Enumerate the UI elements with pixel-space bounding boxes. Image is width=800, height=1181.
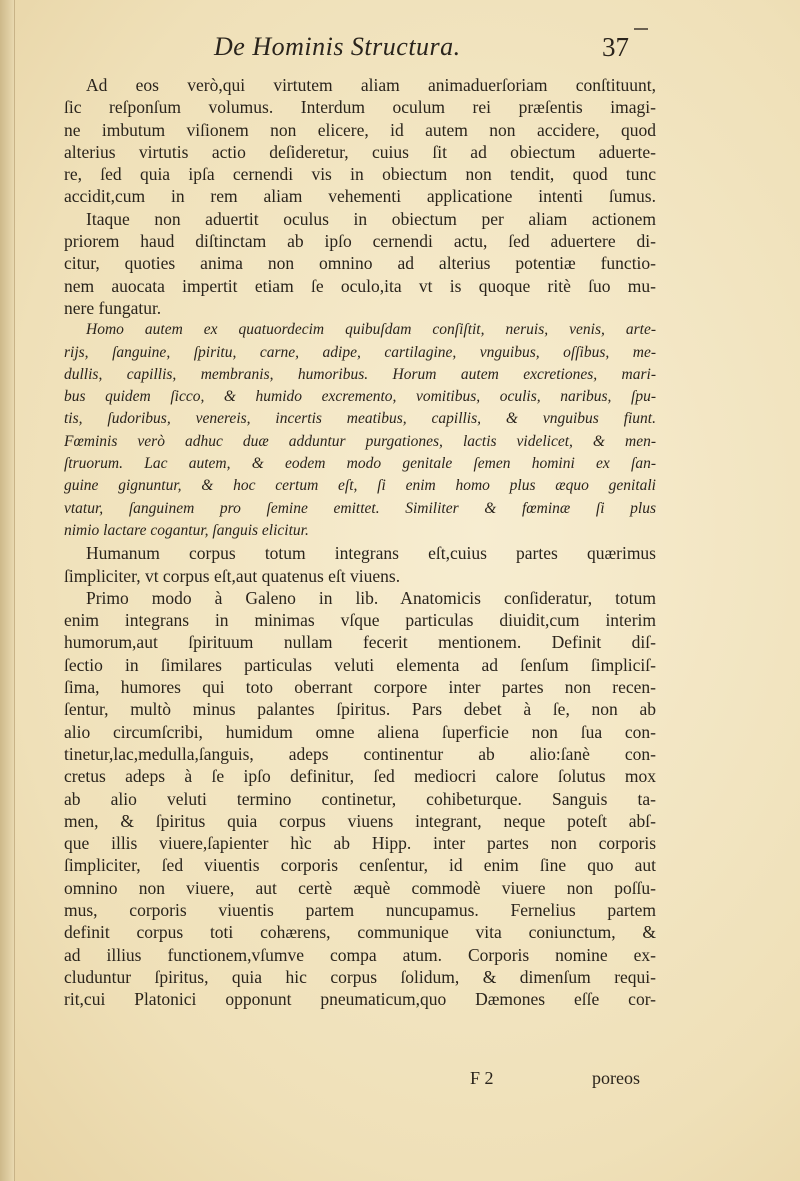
text-line-italic: dullis, capillis, membranis, humoribus. Horum autem excretiones, mari-	[64, 365, 656, 383]
text-line: Ad eos verò,qui virtutem aliam animaduerſoriam conſtituunt,	[86, 75, 656, 95]
text-line: citur, quoties anima non omnino ad alterius potentiæ functio-	[64, 253, 656, 274]
text-line: mus, corporis viuentis partem nuncupamus. Fernelius partem	[64, 899, 656, 920]
text-line-italic: Fœminis verò adhuc duæ adduntur purgationes, lactis videlicet, & men-	[64, 432, 656, 450]
text-line-italic: rijs, ſanguine, ſpiritu, carne, adipe, cartilagine, vnguibus, oſſibus, me-	[64, 343, 656, 361]
text-line: ſima, humores qui toto oberrant corpore inter partes non recen-	[64, 677, 656, 698]
text-line-italic: tis, ſudoribus, venereis, incertis meatibus, capillis, & vnguibus fiunt.	[64, 410, 656, 428]
page-footer	[0, 1068, 800, 1092]
signature-mark: F 2	[470, 1068, 494, 1088]
running-header	[0, 32, 800, 66]
text-line: priorem haud diſtinctam ab ipſo cernendi actu, ſed aduertere di-	[64, 231, 656, 252]
text-line: nere fungatur.	[64, 297, 162, 318]
text-line: tinetur,lac,medulla,ſanguis, adeps continentur ab alio:ſanè con-	[64, 743, 656, 764]
text-line-italic: bus quidem ſicco, & humido excremento, vomitibus, oculis, naribus, ſpu-	[64, 388, 656, 406]
text-line: ſimpliciter, ſed viuentis corporis cenſentur, id enim ſine quo aut	[64, 855, 656, 876]
text-line: accidit,cum in rem aliam vehementi applicatione intenti ſumus.	[64, 186, 656, 207]
ink-mark	[634, 28, 648, 30]
page-number: 37	[602, 32, 629, 62]
body-text	[64, 74, 656, 1010]
text-line: alio circumſcribi, humidum omne aliena ſuperficie non ſua con-	[64, 721, 656, 742]
text-line: cretus adeps à ſe ipſo definitur, ſed mediocri calore ſolutus mox	[64, 766, 656, 787]
text-line: ne imbutum viſionem non elicere, id autem non accidere, quod	[64, 119, 656, 140]
text-line-italic: Homo autem ex quatuordecim quibuſdam conſiſtit, neruis, venis, arte-	[86, 321, 656, 339]
text-line: ſentur, multò minus palantes ſpiritus. Pars debet à ſe, non ab	[64, 699, 656, 720]
text-line: que illis viuere,ſapienter hìc ab Hipp. inter partes non corporis	[64, 833, 656, 854]
text-line: nem auocata impertit etiam ſe oculo,ita vt is quoque ritè ſuo mu-	[64, 275, 656, 296]
text-line: Humanum corpus totum integrans eſt,cuius partes quærimus	[86, 543, 656, 564]
text-line: rit,cui Platonici opponunt pneumaticum,quo Dæmones eſſe cor-	[64, 989, 656, 1010]
text-line: omnino non viuere, aut certè æquè commodè viuere non poſſu-	[64, 877, 656, 898]
text-line-italic: vtatur, ſanguinem pro ſemine emittet. Similiter & fœminæ ſi plus	[64, 499, 656, 517]
text-line: men, & ſpiritus quia corpus viuens integrant, neque poteſt abſ-	[64, 810, 656, 831]
text-line: Itaque non aduertit oculus in obiectum per aliam actionem	[86, 208, 656, 229]
text-line: definit corpus toti cohærens, communique vita coniunctum, &	[64, 922, 656, 943]
text-line-italic: ſtruorum. Lac autem, & eodem modo genitale ſemen homini ex ſan-	[64, 455, 656, 473]
text-line: alterius virtutis actio deſideretur, cuius ſit ad obiectum aduerte-	[64, 141, 656, 162]
text-line: ſic reſponſum volumus. Interdum oculum rei præſentis imagi-	[64, 97, 656, 118]
text-line: humorum,aut ſpirituum nullam fecerit mentionem. Definit diſ-	[64, 632, 656, 653]
page-gutter	[0, 0, 15, 1181]
text-line-italic: nimio lactare cogantur, ſanguis elicitur.	[64, 521, 309, 539]
text-line: ſectio in ſimilares particulas veluti elementa ad ſenſum ſimpliciſ-	[64, 654, 656, 675]
running-title: De Hominis Structura.	[214, 32, 461, 61]
text-line: ſimpliciter, vt corpus eſt,aut quatenus eſt viuens.	[64, 565, 401, 586]
text-line: Primo modo à Galeno in lib. Anatomicis conſideratur, totum	[86, 587, 656, 608]
catchword: poreos	[592, 1068, 640, 1088]
text-line: ad illius functionem,vſumve compa atum. Corporis nomine ex-	[64, 944, 656, 965]
text-line-italic: guine gignuntur, & hoc certum eſt, ſi enim homo plus æquo genitali	[64, 477, 656, 495]
text-line: enim integrans in minimas vſque particulas diuidit,cum interim	[64, 610, 656, 631]
text-line: ab alio veluti termino continetur, cohibeturque. Sanguis ta-	[64, 788, 656, 809]
text-line: cluduntur ſpiritus, quia hic corpus ſolidum, & dimenſum requi-	[64, 966, 656, 987]
text-line: re, ſed quia ipſa cernendi vis in obiectum non tendit, quod tunc	[64, 164, 656, 185]
